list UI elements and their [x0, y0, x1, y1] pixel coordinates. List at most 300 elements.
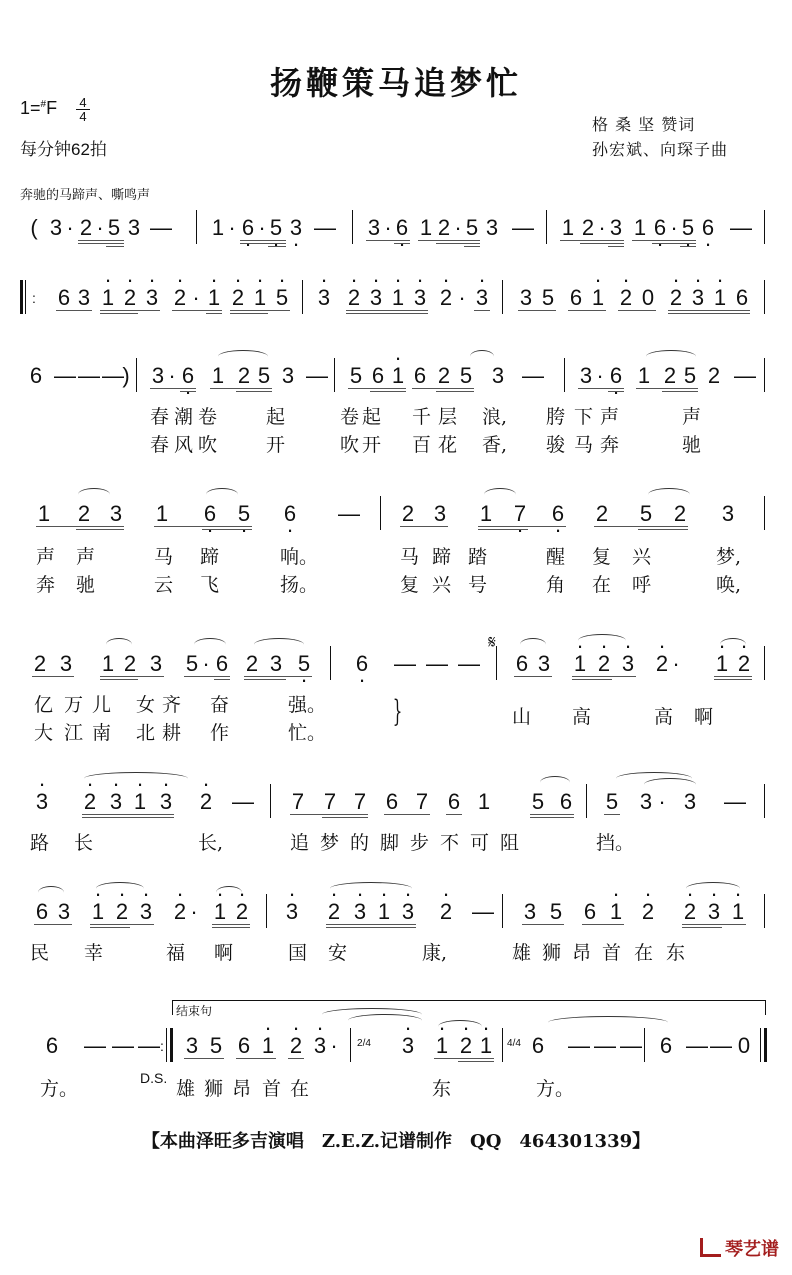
note: · 2 [438, 278, 454, 318]
underline [682, 924, 746, 925]
note: 6 · [240, 208, 256, 248]
dot: · [202, 651, 210, 676]
note: 2 [663, 363, 677, 388]
barline [764, 784, 765, 818]
underline [662, 391, 698, 392]
underline [394, 243, 410, 244]
underline [594, 526, 688, 527]
system-5 [18, 632, 774, 684]
underline [446, 814, 462, 815]
barline [564, 358, 565, 392]
barline [270, 784, 271, 818]
dash: — [150, 215, 172, 240]
score-title: 扬鞭策马追梦忙 [269, 64, 522, 102]
barline [380, 496, 381, 530]
note: · 3 [352, 892, 368, 932]
note: · 3 [144, 278, 160, 318]
barline [764, 358, 765, 392]
note: 6 · [354, 644, 370, 684]
note: · 2 [596, 644, 612, 684]
underline [680, 246, 696, 247]
note: 7 [323, 789, 337, 814]
dal-segno-marking: D.S. [140, 1070, 168, 1086]
barline [764, 210, 765, 244]
underline [326, 924, 416, 925]
underline [618, 310, 656, 311]
note: 5 [541, 285, 555, 310]
note: 3 [433, 501, 447, 526]
underline [180, 391, 196, 392]
underline [582, 924, 624, 925]
underline [230, 310, 290, 311]
time-sig-bottom: 4 [76, 109, 90, 123]
note: 6 · [282, 494, 298, 534]
note: · 1 [712, 278, 728, 318]
barline [266, 894, 267, 928]
note: 3 [491, 363, 505, 388]
note: · 3 [620, 644, 636, 684]
note: 1 [479, 501, 493, 526]
underline [418, 240, 480, 241]
underline [348, 388, 406, 389]
note: 3 · [288, 208, 304, 248]
open-paren: ( [30, 215, 38, 240]
underline [230, 313, 268, 314]
barline [302, 280, 303, 314]
note: 3 [77, 285, 91, 310]
note: 5 [257, 363, 271, 388]
barline [764, 894, 765, 928]
underline [714, 676, 752, 677]
note: · 2 [668, 278, 684, 318]
underline [150, 388, 196, 389]
note: · 1 [206, 278, 222, 318]
underline [668, 313, 750, 314]
note: 5 · [680, 208, 696, 248]
tempo-marking: 每分钟62拍 [20, 140, 107, 159]
note: · 1 [590, 278, 606, 318]
note: · 3 [690, 278, 706, 318]
note: 5 · [296, 644, 312, 684]
intro-performance-note: 奔驰的马蹄声、嘶鸣声 [20, 188, 151, 203]
barline [760, 1028, 761, 1062]
underline [632, 240, 696, 241]
barline [196, 210, 197, 244]
underline [322, 817, 368, 818]
dot: · [458, 285, 466, 310]
note: 1 [155, 501, 169, 526]
barline [496, 646, 497, 680]
note: 6 · [180, 356, 196, 396]
note: · 2 [618, 278, 634, 318]
dash: — [306, 363, 328, 388]
dash: — [686, 1033, 708, 1058]
dash: — [314, 215, 336, 240]
dot: · [384, 215, 392, 240]
dot: · [658, 789, 666, 814]
note: · 1 [212, 892, 228, 932]
note: 3 [683, 789, 697, 814]
underline [580, 243, 624, 244]
note: · 3 [34, 782, 50, 822]
dash: — [84, 1033, 106, 1058]
dot: · [672, 651, 680, 676]
sharp-sign: # [40, 99, 47, 110]
system-2 [18, 278, 774, 318]
dot: · [190, 899, 198, 924]
underline [184, 676, 230, 677]
dash: — [710, 1033, 732, 1058]
note: 2 [401, 501, 415, 526]
ending-label: 结束句 [176, 1004, 213, 1018]
barline [502, 894, 503, 928]
underline [290, 814, 368, 815]
note: 7 [353, 789, 367, 814]
segno-sign: 𝄋 [488, 632, 496, 652]
dot: · [598, 215, 606, 240]
dash: — [724, 789, 746, 814]
note: 6 [35, 899, 49, 924]
underline [240, 240, 286, 241]
note: · 3 [284, 892, 300, 932]
note: 5 [107, 215, 121, 240]
credits [592, 112, 728, 162]
watermark-logo [700, 1235, 779, 1261]
note: 2 [33, 651, 47, 676]
note: 1 [211, 363, 225, 388]
note: · 1 [260, 1026, 276, 1066]
note: 3 [537, 651, 551, 676]
note: 2 [595, 501, 609, 526]
note: 6 · [394, 208, 410, 248]
note: 6 [29, 363, 43, 388]
barline [352, 210, 353, 244]
note: · 3 [108, 782, 124, 822]
note: 3 [367, 215, 381, 240]
note: 2 [237, 363, 251, 388]
underline [346, 310, 428, 311]
barline [764, 496, 765, 530]
note: · 1 [390, 278, 406, 318]
note: 5 [209, 1033, 223, 1058]
underline [518, 310, 556, 311]
barline [764, 646, 765, 680]
note: · 2 [346, 278, 362, 318]
barline [764, 280, 765, 314]
underline [244, 679, 286, 680]
note: 3 [609, 215, 623, 240]
note: 6 [659, 1033, 673, 1058]
note: 5 [349, 363, 363, 388]
underline [82, 814, 174, 815]
underline [464, 246, 480, 247]
note: · 1 [100, 278, 116, 318]
system-6 [18, 782, 774, 822]
dash: — [458, 651, 480, 676]
dash: — [512, 215, 534, 240]
dash: — [730, 215, 752, 240]
note: 3 [485, 215, 499, 240]
note: · 2 [172, 278, 188, 318]
underline [474, 310, 490, 311]
note: · 1 [390, 356, 406, 396]
note: 1 [101, 651, 115, 676]
underline [90, 924, 154, 925]
underline [100, 310, 160, 311]
dot: · [96, 215, 104, 240]
note: · 2 [640, 892, 656, 932]
repeat-dots: : [32, 290, 36, 306]
underline [206, 313, 222, 314]
note: · 1 [90, 892, 106, 932]
underline [522, 924, 564, 925]
note: · 3 [368, 278, 384, 318]
note: 3 [523, 899, 537, 924]
underline [172, 310, 222, 311]
note: · 3 [312, 1026, 328, 1066]
note-with-mordent: · 2 [438, 892, 454, 932]
underline [568, 310, 606, 311]
time-sig-top: 4 [79, 95, 87, 110]
underline [572, 676, 636, 677]
note: · 3 [412, 278, 428, 318]
underline [212, 927, 250, 928]
underline [244, 676, 312, 677]
note: 5 [549, 899, 563, 924]
key-note: F [46, 98, 58, 118]
underline [100, 679, 138, 680]
note-with-mordent: · 2 [172, 892, 188, 932]
underline [572, 679, 612, 680]
system-7 [18, 892, 774, 932]
note: · 3 [706, 892, 722, 932]
note: · 1 [608, 892, 624, 932]
note: · 1 [252, 278, 268, 318]
underline [184, 1058, 224, 1059]
dash: — [426, 651, 448, 676]
note: 6 [569, 285, 583, 310]
note: 2 [581, 215, 595, 240]
underline [100, 676, 164, 677]
note: 1 [211, 215, 225, 240]
note: 2 [707, 363, 721, 388]
system-1 [18, 208, 774, 248]
note: · 3 [138, 892, 154, 932]
note: 2 [245, 651, 259, 676]
underline [682, 927, 722, 928]
underline [56, 310, 92, 311]
underline [154, 526, 252, 527]
note: 3 [269, 651, 283, 676]
note: 6 [515, 651, 529, 676]
note: 5 [531, 789, 545, 814]
note-with-mordent: · 2 [198, 782, 214, 822]
barline [502, 1028, 503, 1062]
note: · 2 [736, 644, 752, 684]
underline [82, 817, 174, 818]
note: 3 [149, 651, 163, 676]
note-with-mordent: · 2 [654, 644, 670, 684]
underline [530, 814, 574, 815]
underline [100, 313, 138, 314]
underline [530, 817, 574, 818]
note: · 1 [714, 644, 730, 684]
note: 1 [561, 215, 575, 240]
time-signature-change: 2/4 [357, 1038, 371, 1049]
dot: · [596, 363, 604, 388]
key-prefix: 1= [20, 98, 41, 118]
underline [366, 240, 410, 241]
underline [78, 243, 124, 244]
note: 3 [57, 899, 71, 924]
barline [586, 784, 587, 818]
dash: — [394, 651, 416, 676]
note: 5 [465, 215, 479, 240]
dash: — [138, 1033, 160, 1058]
note: · 2 [230, 278, 246, 318]
underline [384, 814, 430, 815]
barline [350, 1028, 351, 1062]
underline [400, 526, 448, 527]
repeat-start-barline [20, 280, 23, 314]
note: 6 [237, 1033, 251, 1058]
time-signature [76, 96, 90, 123]
verse-brace: } [392, 694, 403, 729]
note: · 1 [730, 892, 746, 932]
underline [34, 924, 72, 925]
underline [652, 243, 696, 244]
barline [644, 1028, 645, 1062]
note: 6 [57, 285, 71, 310]
dot: · [168, 363, 176, 388]
note: 3 [185, 1033, 199, 1058]
note: 1 [637, 363, 651, 388]
underline [478, 529, 528, 530]
underline [214, 679, 230, 680]
note: · 2 [458, 1026, 474, 1066]
underline [236, 1058, 276, 1059]
note: 5 [185, 651, 199, 676]
note: · 1 [376, 892, 392, 932]
dash: — [78, 363, 100, 388]
note: 6 · [608, 356, 624, 396]
note: 6 · [700, 208, 716, 248]
note: · 1 [132, 782, 148, 822]
note: 5 · [236, 494, 252, 534]
qinyipu-logo-icon [700, 1238, 721, 1257]
note: 6 [45, 1033, 59, 1058]
note: 2 [437, 363, 451, 388]
underline [212, 924, 250, 925]
note: 5 [459, 363, 473, 388]
dot: · [66, 215, 74, 240]
lyricist: 格 桑 坚 赞词 [592, 115, 696, 134]
underline [370, 391, 406, 392]
barline [166, 1028, 167, 1062]
dash: — [594, 1033, 616, 1058]
note: · 2 [234, 892, 250, 932]
underline [202, 529, 252, 530]
underline [714, 679, 752, 680]
system-4 [18, 494, 774, 534]
note: · 3 [474, 278, 490, 318]
underline [236, 391, 272, 392]
underline [514, 676, 552, 677]
note: 3 [109, 501, 123, 526]
system-8 [18, 1026, 774, 1066]
final-barline [764, 1028, 767, 1062]
note: 6 [583, 899, 597, 924]
note: 0 [737, 1033, 751, 1058]
note: · 3 [158, 782, 174, 822]
note: 6 [371, 363, 385, 388]
note: · 2 [122, 278, 138, 318]
note: 3 [49, 215, 63, 240]
note: 6 · [202, 494, 218, 534]
transcription-credit: 【本曲泽旺多吉演唱 Z.E.Z.记谱制作 QQ 464301339】 [141, 1131, 651, 1152]
note: 7 [291, 789, 305, 814]
underline [604, 814, 620, 815]
dot: · [258, 215, 266, 240]
note: 3 [721, 501, 735, 526]
dot: · [192, 285, 200, 310]
note: 3 [127, 215, 141, 240]
note: 6 [531, 1033, 545, 1058]
barline [136, 358, 137, 392]
note: · 3 [400, 892, 416, 932]
dot: · [330, 1033, 338, 1058]
note: 6 [447, 789, 461, 814]
note: 3 [281, 363, 295, 388]
system-3 [18, 356, 774, 396]
key-signature [20, 98, 57, 119]
dot: · [670, 215, 678, 240]
dash: — [54, 363, 76, 388]
underline [608, 246, 624, 247]
underline [268, 246, 286, 247]
note: 3 [151, 363, 165, 388]
note: 2 [673, 501, 687, 526]
note: 7 · [512, 494, 528, 534]
underline [638, 529, 688, 530]
note: · 5 [274, 278, 290, 318]
note: 0 [641, 285, 655, 310]
underline [578, 388, 624, 389]
composer: 孙宏斌、向琛子曲 [592, 140, 729, 159]
dash: — [472, 899, 494, 924]
watermark-text: 琴艺谱 [725, 1239, 779, 1260]
note: 2 [77, 501, 91, 526]
underline [78, 240, 124, 241]
note: · 2 [326, 892, 342, 932]
underline [436, 391, 474, 392]
note: 3 [59, 651, 73, 676]
note: 1 [37, 501, 51, 526]
underline [210, 388, 272, 389]
note: 6 [215, 651, 229, 676]
barline [546, 210, 547, 244]
underline [668, 310, 750, 311]
underline [36, 526, 124, 527]
note: · 2 [82, 782, 98, 822]
underline [560, 240, 624, 241]
dash: — [620, 1033, 642, 1058]
note: 6 · [652, 208, 668, 248]
note: 7 [415, 789, 429, 814]
underline [106, 246, 124, 247]
underline [478, 526, 566, 527]
dash: — [734, 363, 756, 388]
